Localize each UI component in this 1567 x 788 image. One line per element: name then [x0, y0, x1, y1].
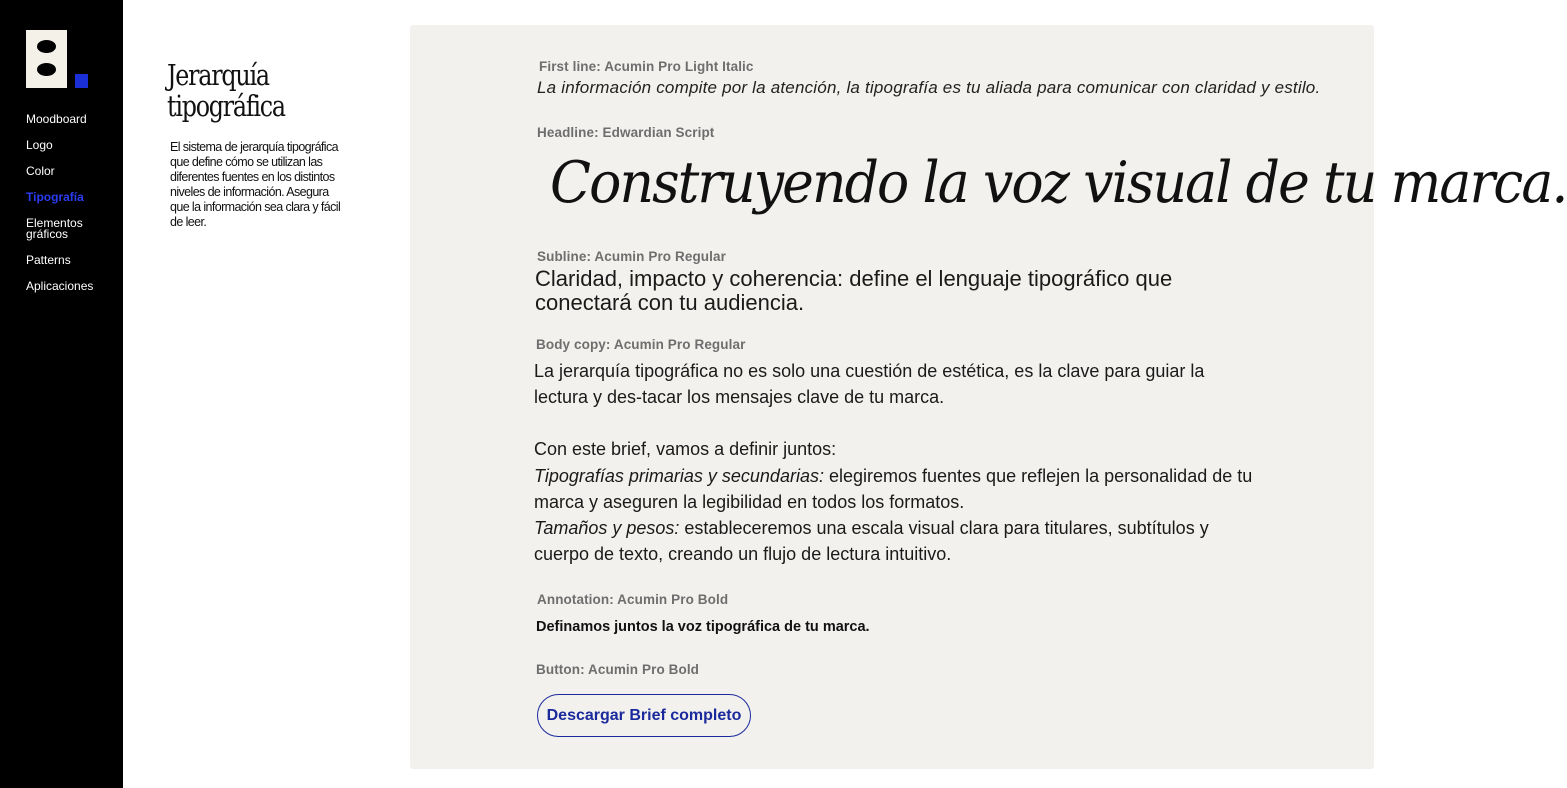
- headline-sample: Construyendo la voz visual de tu marca.: [550, 150, 1567, 216]
- nav-item-aplicaciones[interactable]: Aplicaciones: [26, 279, 94, 293]
- subline-sample: Claridad, impacto y coherencia: define el lenguaje tipográfico que conectará con tu audiencia.: [535, 266, 1173, 315]
- body-copy-label: Body copy: Acumin Pro Regular: [536, 337, 746, 352]
- logo-dot-bottom: [37, 63, 56, 76]
- logo-dot-top: [37, 40, 56, 53]
- body-copy-item-1-text: elegiremos fuentes que reflejen la personalidad de tu marca y aseguren la legibilidad en todos los formatos.: [534, 465, 1253, 512]
- section-description: El sistema de jerarquía tipográfica que define cómo se utilizan las diferentes fuentes en los distintos niveles de información. Asegura que la información sea clara y fácil de leer.: [170, 140, 341, 229]
- annotation-label: Annotation: Acumin Pro Bold: [537, 592, 729, 607]
- nav-item-moodboard[interactable]: Moodboard: [26, 112, 87, 126]
- body-copy-item-1-emphasis: Tipografías primarias y secundarias:: [534, 465, 824, 486]
- body-copy-item-2-emphasis: Tamaños y pesos:: [534, 518, 680, 539]
- nav-item-tipografia[interactable]: Tipografía: [26, 190, 84, 204]
- nav-item-elementos-graficos[interactable]: Elementos gráficos: [26, 216, 83, 241]
- body-copy-sample: [534, 358, 1260, 567]
- button-label: Button: Acumin Pro Bold: [536, 662, 700, 677]
- download-brief-button[interactable]: Descargar Brief completo: [537, 694, 751, 737]
- section-title-line2: tipográfica: [167, 89, 285, 123]
- body-copy-item-2-text: estableceremos una escala visual clara para titulares, subtítulos y cuerpo de texto, creando un flujo de lectura intuitivo.: [534, 518, 1209, 565]
- nav-item-patterns[interactable]: Patterns: [26, 253, 71, 267]
- headline-label: Headline: Edwardian Script: [537, 125, 715, 140]
- section-title: [167, 60, 323, 122]
- nav-item-color[interactable]: Color: [26, 164, 55, 178]
- section-title-line1: Jerarquía: [167, 58, 269, 92]
- first-line-label: First line: Acumin Pro Light Italic: [539, 59, 754, 74]
- body-copy-item-2: [534, 515, 1260, 567]
- subline-label: Subline: Acumin Pro Regular: [537, 249, 726, 264]
- first-line-sample: La información compite por la atención, la tipografía es tu aliada para comunicar con claridad y estilo.: [537, 78, 1321, 97]
- logo-accent-square: [75, 74, 88, 88]
- body-copy-intro-line: Con este brief, vamos a definir juntos:: [534, 439, 837, 460]
- sidebar-nav: [26, 114, 106, 307]
- body-copy-item-1: [534, 463, 1260, 515]
- brand-logo[interactable]: [26, 30, 67, 88]
- nav-item-logo[interactable]: Logo: [26, 138, 53, 152]
- annotation-sample: Definamos juntos la voz tipográfica de tu marca.: [536, 619, 870, 635]
- sidebar: [0, 0, 123, 788]
- body-copy-paragraph: La jerarquía tipográfica no es solo una cuestión de estética, es la clave para guiar la lectura y des-tacar los mensajes clave de tu marca.: [534, 361, 1205, 408]
- typography-panel: [410, 25, 1567, 769]
